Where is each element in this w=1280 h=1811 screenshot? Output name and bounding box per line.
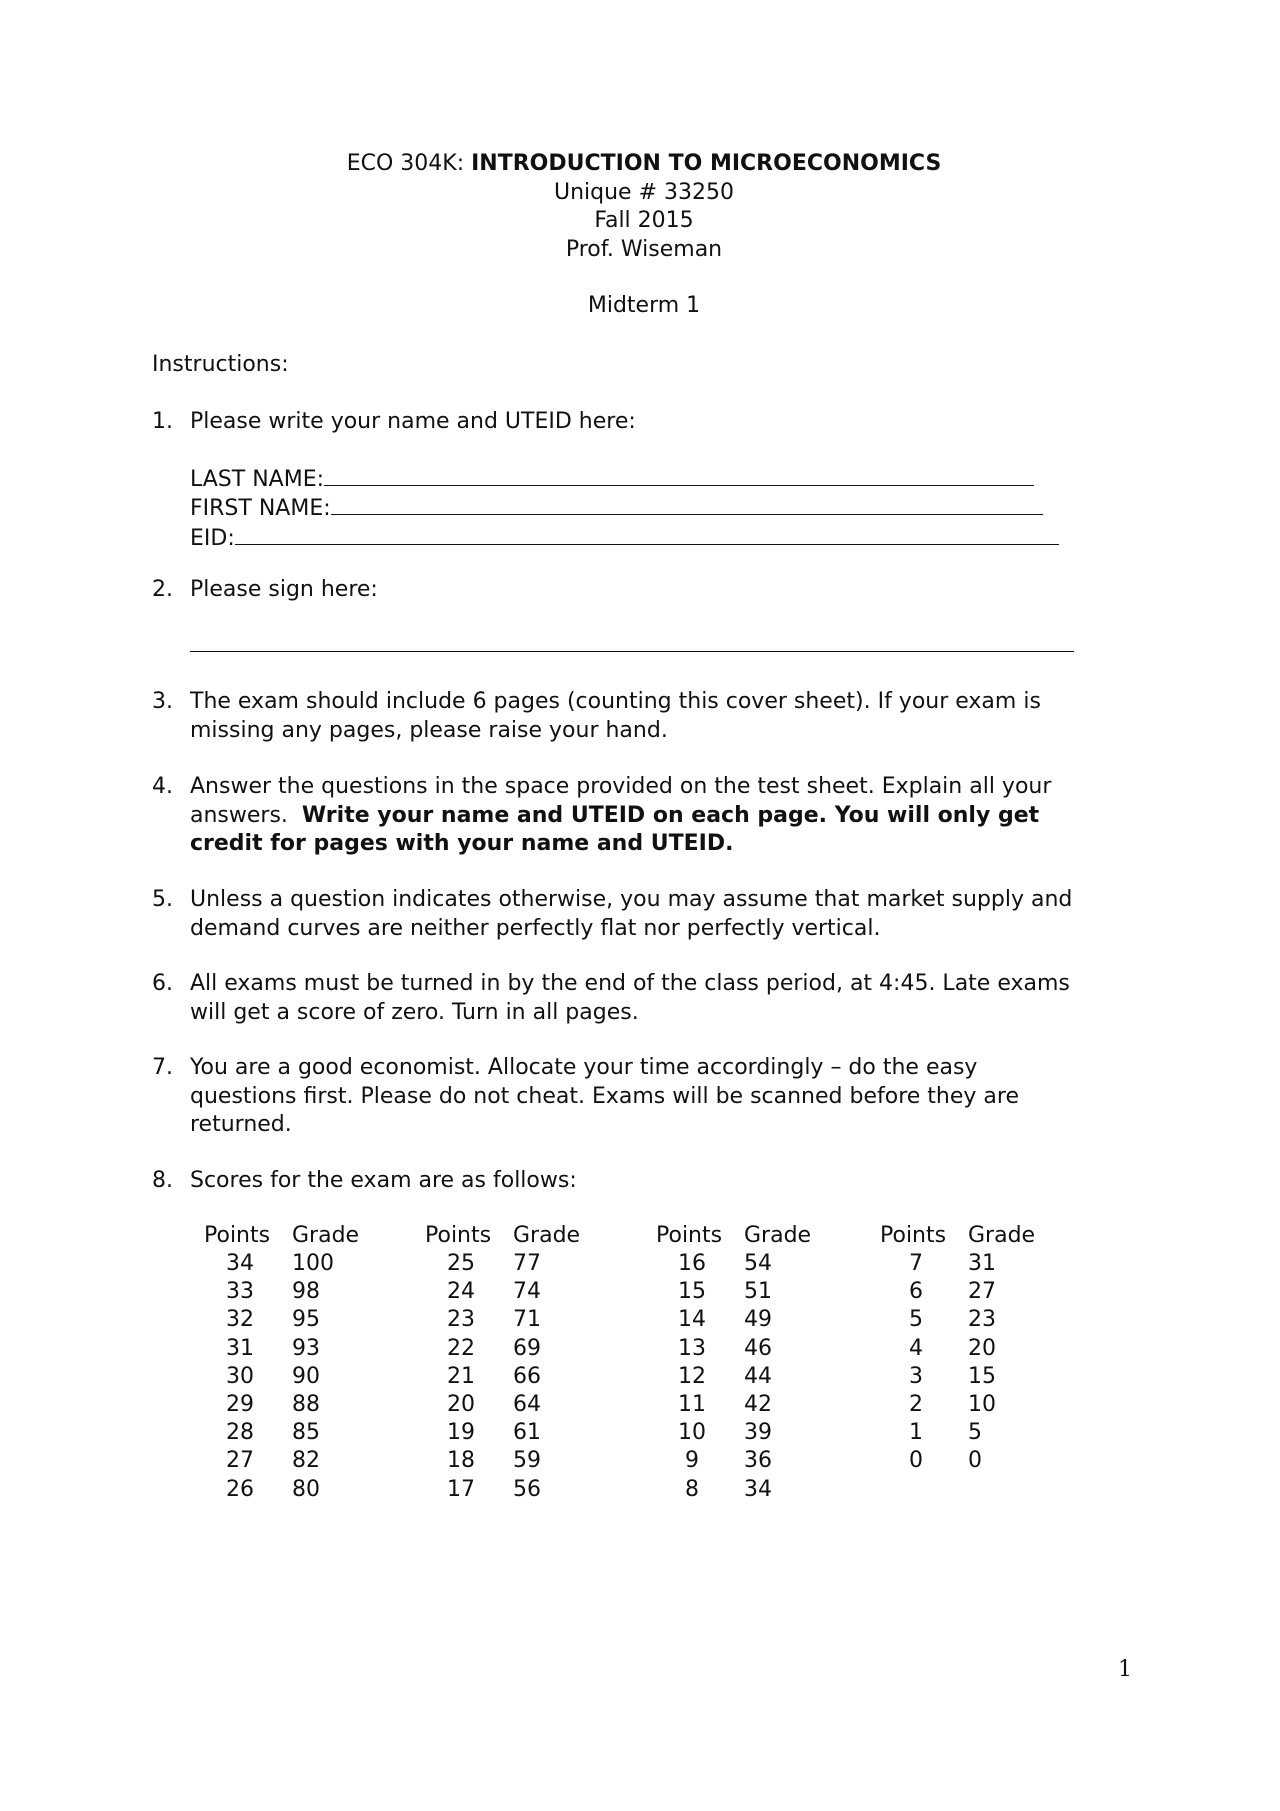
grade-cell: 0 [968,1448,982,1474]
instruction-line: Unless a question indicates otherwise, you may assume that market supply and [190,887,1073,912]
grade-cell: 66 [513,1363,541,1389]
points-cell: 11 [678,1391,706,1417]
points-cell: 19 [447,1420,475,1446]
grade-cell: 10 [968,1391,996,1417]
instruction-line: demand curves are neither perfectly flat nor perfectly vertical. [190,915,881,941]
points-header: Points [880,1223,947,1248]
instruction-line [190,802,1152,831]
course-line [0,150,1280,179]
grade-cell: 27 [968,1279,996,1305]
grade-cell: 69 [513,1335,541,1361]
score-row [204,1448,356,1476]
unique-number: Unique # 33250 [553,179,734,205]
score-row [425,1307,577,1335]
score-row [880,1364,1032,1392]
score-table-header [880,1223,1036,1251]
score-table-header [425,1223,581,1251]
points-cell: 17 [447,1476,475,1502]
points-cell: 5 [909,1307,923,1333]
points-cell: 29 [226,1391,254,1417]
score-row [880,1279,1032,1307]
eid-blank[interactable] [235,524,1059,545]
points-cell: 24 [447,1279,475,1305]
score-row [425,1251,577,1279]
grade-cell: 71 [513,1307,541,1333]
instruction-text: Scores for the exam are as follows: [190,1168,577,1193]
first-name-field[interactable] [190,494,1152,524]
instruction-6 [152,970,1152,1027]
score-row [425,1477,577,1505]
instruction-line: The exam should include 6 pages (counting this cover sheet). If your exam is [190,689,1041,714]
instruction-line: You are a good economist. Allocate your time accordingly – do the easy [190,1055,978,1080]
instruction-text: Please write your name and UTEID here: [190,409,636,434]
points-cell: 4 [909,1335,923,1361]
grade-cell: 31 [968,1251,996,1276]
grade-cell: 77 [513,1251,541,1276]
eid-label: EID: [190,525,235,551]
score-row [880,1307,1032,1335]
score-row [656,1448,808,1476]
grade-cell: 93 [292,1335,320,1361]
instruction-1 [152,408,1152,553]
grade-cell: 82 [292,1448,320,1474]
instruction-2 [152,576,1152,605]
first-name-blank[interactable] [331,494,1043,515]
term: Fall 2015 [594,208,694,233]
item-number: 5. [152,887,173,912]
professor: Prof. Wiseman [565,236,723,262]
score-row [656,1420,808,1448]
emphasis-text: credit for pages with your name and UTEID. [190,831,734,856]
points-cell: 8 [685,1476,699,1502]
instruction-5 [152,886,1152,943]
emphasis-text: Write your name and UTEID on each page. You will only get [301,802,1040,828]
signature-line[interactable] [190,651,1074,652]
page-number: 1 [1118,1657,1132,1682]
score-row [656,1477,808,1505]
score-row [204,1336,356,1364]
score-row [425,1448,577,1476]
grade-header: Grade [968,1223,1036,1248]
points-cell: 23 [447,1307,475,1333]
score-row [204,1392,356,1420]
instruction-fragment: answers. [190,802,288,828]
score-table-2 [425,1223,581,1505]
score-table-1 [204,1223,360,1505]
points-cell: 31 [226,1335,254,1361]
grade-cell: 20 [968,1335,996,1361]
points-cell: 18 [447,1448,475,1474]
score-table-3 [656,1223,812,1505]
points-cell: 26 [226,1476,254,1502]
score-row [656,1392,808,1420]
points-cell: 6 [909,1279,923,1305]
score-row [880,1448,1032,1476]
last-name-blank[interactable] [324,465,1034,486]
grade-cell: 42 [744,1391,772,1417]
points-cell: 27 [226,1448,254,1474]
instruction-line: will get a score of zero. Turn in all pages. [190,999,639,1025]
points-cell: 3 [909,1363,923,1389]
item-number: 6. [152,971,173,996]
score-row [656,1307,808,1335]
grade-cell: 61 [513,1420,541,1446]
points-cell: 10 [678,1420,706,1446]
item-number: 1. [152,409,173,434]
grade-cell: 51 [744,1279,772,1305]
course-title: INTRODUCTION TO MICROECONOMICS [471,151,942,176]
grade-cell: 88 [292,1391,320,1417]
grade-cell: 56 [513,1476,541,1502]
score-row [425,1364,577,1392]
score-row [880,1392,1032,1420]
grade-cell: 15 [968,1363,996,1389]
grade-cell: 39 [744,1420,772,1446]
score-row [204,1251,356,1279]
points-cell: 28 [226,1420,254,1446]
points-header: Points [204,1223,271,1248]
points-cell: 20 [447,1391,475,1417]
points-cell: 2 [909,1391,923,1417]
score-row [425,1420,577,1448]
grade-cell: 80 [292,1476,320,1502]
instruction-line: All exams must be turned in by the end of the class period, at 4:45. Late exams [190,971,1070,996]
grade-cell: 49 [744,1307,772,1333]
instruction-line: missing any pages, please raise your hand. [190,717,668,743]
eid-field[interactable] [190,524,1152,554]
instruction-3 [152,688,1152,745]
instruction-text: Please sign here: [190,577,378,602]
points-cell: 30 [226,1363,254,1389]
exam-header [0,150,1280,321]
grade-header: Grade [744,1223,812,1248]
score-row [656,1336,808,1364]
points-cell: 9 [685,1448,699,1474]
score-row [656,1364,808,1392]
grade-cell: 85 [292,1420,320,1446]
points-cell: 34 [226,1251,254,1276]
points-cell: 0 [909,1448,923,1474]
score-row [425,1336,577,1364]
last-name-label: LAST NAME: [190,466,325,492]
points-cell: 32 [226,1307,254,1333]
item-number: 4. [152,774,173,799]
item-number: 7. [152,1055,173,1080]
points-cell: 7 [909,1251,923,1276]
score-row [204,1364,356,1392]
course-code: ECO 304K: [346,151,465,176]
points-header: Points [425,1223,492,1248]
points-cell: 25 [447,1251,475,1276]
grade-header: Grade [513,1223,581,1248]
grade-cell: 64 [513,1391,541,1417]
score-row [204,1477,356,1505]
score-table-4 [880,1223,1036,1477]
grade-cell: 98 [292,1279,320,1305]
instructions-label: Instructions: [152,352,289,377]
score-table-header [656,1223,812,1251]
grade-cell: 90 [292,1363,320,1389]
score-row [204,1420,356,1448]
score-table-header [204,1223,360,1251]
grade-cell: 5 [968,1420,982,1446]
instruction-line: questions first. Please do not cheat. Exams will be scanned before they are [190,1083,1019,1109]
last-name-field[interactable] [190,465,1152,495]
instruction-line: Answer the questions in the space provided on the test sheet. Explain all your [190,774,1052,799]
score-row [880,1420,1032,1448]
grade-cell: 59 [513,1448,541,1474]
grade-cell: 95 [292,1307,320,1333]
points-cell: 16 [678,1251,706,1276]
instruction-4 [152,773,1152,859]
item-number: 8. [152,1168,173,1193]
instruction-8 [152,1167,1152,1196]
points-header: Points [656,1223,723,1248]
item-number: 2. [152,577,173,602]
instruction-line: returned. [190,1112,292,1137]
score-row [880,1336,1032,1364]
points-cell: 14 [678,1307,706,1333]
points-cell: 12 [678,1363,706,1389]
points-cell: 1 [909,1420,923,1446]
grade-cell: 100 [292,1251,334,1276]
score-row [204,1307,356,1335]
score-row [656,1279,808,1307]
grade-cell: 46 [744,1335,772,1361]
score-row [204,1279,356,1307]
grade-cell: 36 [744,1448,772,1474]
points-cell: 13 [678,1335,706,1361]
exam-title: Midterm 1 [587,293,701,318]
grade-cell: 74 [513,1279,541,1305]
grade-header: Grade [292,1223,360,1248]
points-cell: 33 [226,1279,254,1305]
instruction-7 [152,1054,1152,1140]
first-name-label: FIRST NAME: [190,496,331,521]
score-row [880,1251,1032,1279]
points-cell: 15 [678,1279,706,1305]
points-cell: 22 [447,1335,475,1361]
score-row [425,1392,577,1420]
grade-cell: 34 [744,1476,772,1502]
item-number: 3. [152,689,173,714]
score-row [425,1279,577,1307]
grade-cell: 44 [744,1363,772,1389]
grade-cell: 54 [744,1251,772,1276]
score-row [656,1251,808,1279]
points-cell: 21 [447,1363,475,1389]
grade-cell: 23 [968,1307,996,1333]
